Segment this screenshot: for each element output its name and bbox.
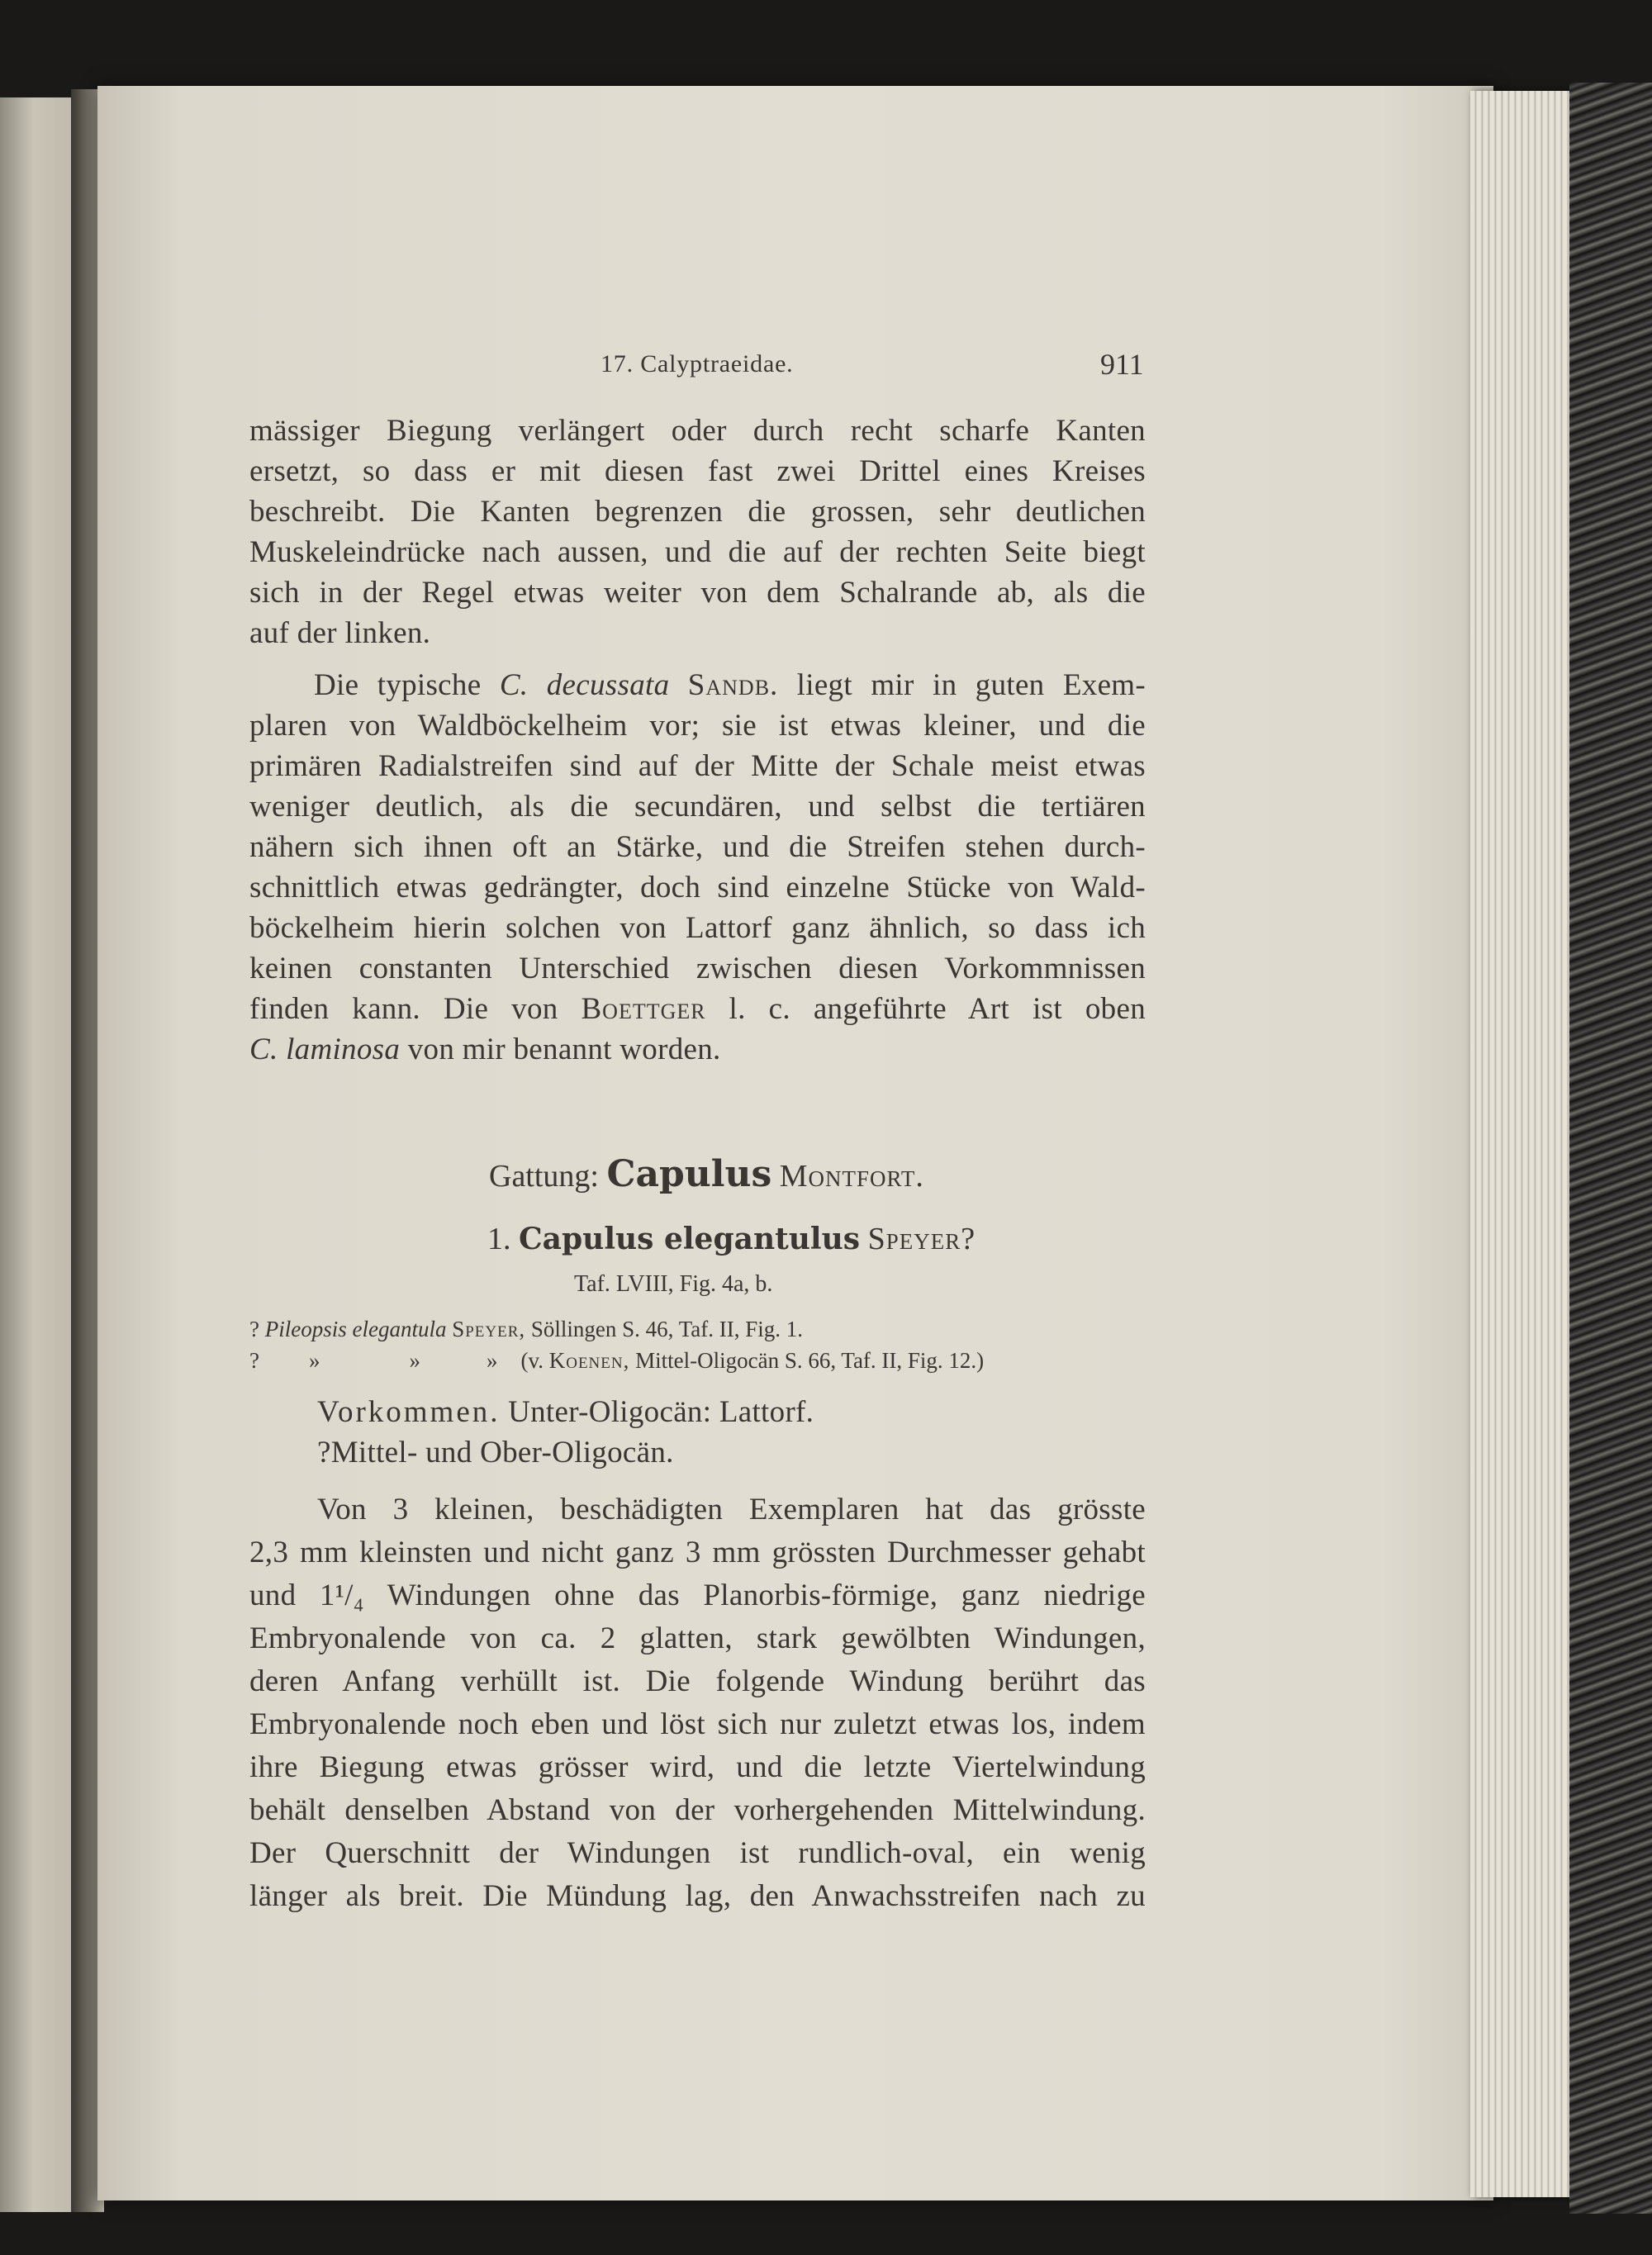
occurrence-line: ?Mittel- und Ober-Oligocän. (317, 1436, 674, 1469)
synonymy-line: ? » » » (v. Koenen, Mittel-Oligocän S. 66, Taf. II, Fig. 12.) (249, 1348, 985, 1373)
text-line: plaren von Waldböckelheim vor; sie ist etwas kleiner, und die (249, 709, 1146, 743)
text-line: finden kann. Die von Boettger l. c. angeführte Art ist oben (249, 992, 1146, 1026)
text-line: beschreibt. Die Kanten begrenzen die grossen, sehr deutlichen (249, 495, 1146, 529)
running-header: 17. Calyptraeidae. (601, 350, 794, 377)
occurrence-line: Vorkommen. Unter-Oligocän: Lattorf. (317, 1395, 814, 1429)
text-line: böckelheim hierin solchen von Lattorf ganz ähnlich, so dass ich (249, 911, 1146, 945)
text-line: keinen constanten Unterschied zwischen diesen Vorkommnissen (249, 952, 1146, 985)
text-line: Der Querschnitt der Windungen ist rundlich-oval, ein wenig (249, 1836, 1146, 1870)
text-line: Die typische C. decussata Sandb. liegt mir in guten Exem- (314, 668, 1146, 702)
text-line: C. laminosa von mir benannt worden. (249, 1033, 721, 1066)
text-line: ihre Biegung etwas grösser wird, und die letzte Viertelwindung (249, 1750, 1146, 1784)
text-line: Embryonalende von ca. 2 glatten, stark gewölbten Windungen, (249, 1621, 1146, 1655)
text-line: behält denselben Abstand von der vorhergehenden Mittelwindung. (249, 1793, 1146, 1827)
text-line: 2,3 mm kleinsten und nicht ganz 3 mm grössten Durchmesser gehabt (249, 1536, 1146, 1569)
text-line: Embryonalende noch eben und löst sich nur zuletzt etwas los, indem (249, 1707, 1146, 1741)
text-line: sich in der Regel etwas weiter von dem Schalrande ab, als die (249, 576, 1146, 610)
text-line: schnittlich etwas gedrängter, doch sind einzelne Stücke von Wald- (249, 871, 1146, 904)
text-line: mässiger Biegung verlängert oder durch recht scharfe Kanten (249, 414, 1146, 448)
text-line: Von 3 kleinen, beschädigten Exemplaren hat das grösste (317, 1493, 1146, 1526)
text-line: länger als breit. Die Mündung lag, den Anwachsstreifen nach zu (249, 1879, 1146, 1913)
genus-heading: Gattung: Capulus Montfort. (489, 1153, 924, 1195)
text-line: und 1¹/₄ Windungen ohne das Planorbis-förmige, ganz niedrige (249, 1578, 1146, 1612)
plate-reference: Taf. LVIII, Fig. 4a, b. (574, 1271, 773, 1297)
text-line: ersetzt, so dass er mit diesen fast zwei Drittel eines Kreises (249, 454, 1146, 488)
text-line: Muskeleindrücke nach aussen, und die auf der rechten Seite biegt (249, 535, 1146, 569)
text-line: nähern sich ihnen oft an Stärke, und die Streifen stehen durch- (249, 830, 1146, 864)
text-line: primären Radialstreifen sind auf der Mitte der Schale meist etwas (249, 749, 1146, 783)
text-line: auf der linken. (249, 616, 431, 650)
text-line: weniger deutlich, als die secundären, und selbst die tertiären (249, 790, 1146, 824)
text-line: deren Anfang verhüllt ist. Die folgende Windung berührt das (249, 1664, 1146, 1698)
page-number: 911 (1100, 348, 1144, 381)
synonymy-line: ? Pileopsis elegantula Speyer, Söllingen S. 46, Taf. II, Fig. 1. (249, 1317, 804, 1341)
species-heading: 1. Capulus elegantulus Speyer? (487, 1222, 976, 1256)
